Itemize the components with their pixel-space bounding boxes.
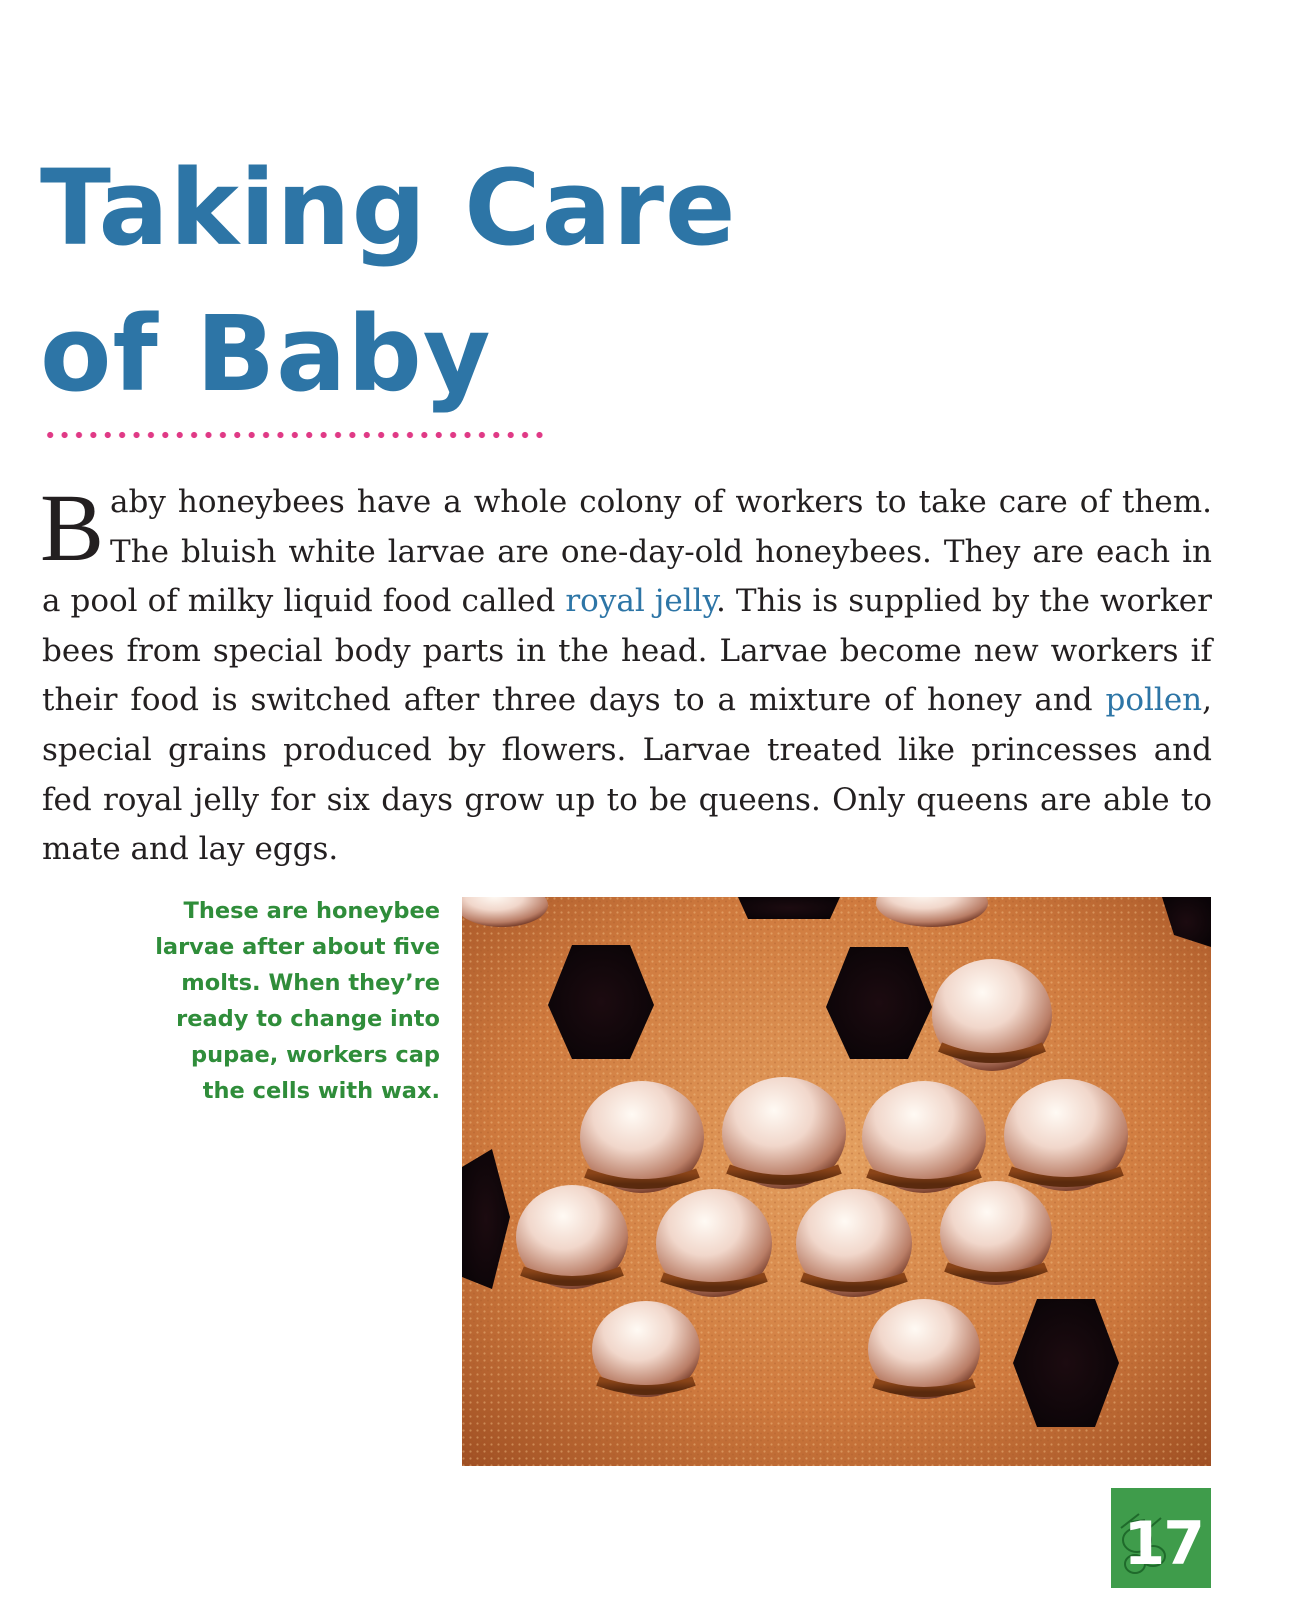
page-number: 17 (1123, 1509, 1203, 1579)
title-line-1: Taking Care (40, 147, 737, 269)
caption-line: ready to change into (176, 1006, 440, 1032)
title-line-2: of Baby (40, 293, 492, 415)
body-text-part-2: . This is supplied by the worker bees from special body parts in the head. Larvae become new workers if their food is switched after three days to a mixture of honey and (42, 583, 1212, 719)
caption-line: larvae after about five (155, 934, 440, 960)
dotted-divider (43, 431, 548, 439)
drop-cap: B (40, 474, 105, 581)
larva-cell (862, 1081, 986, 1193)
body-paragraph (40, 474, 1212, 875)
page-title (40, 135, 940, 427)
caption-line: molts. When they’re (181, 970, 440, 996)
larva-cell (1004, 1079, 1128, 1191)
larva-cell (796, 1189, 912, 1297)
glossary-term-royal-jelly[interactable]: royal jelly (565, 583, 716, 620)
empty-cell (738, 897, 840, 919)
larva-cell (932, 959, 1052, 1071)
larva-cell (656, 1189, 772, 1297)
caption-line: the cells with wax. (202, 1078, 440, 1104)
honeycomb-illustration (462, 897, 1211, 1466)
caption-line: These are honeybee (183, 898, 440, 924)
larva-cell (868, 1299, 980, 1399)
caption-line: pupae, workers cap (191, 1042, 440, 1068)
glossary-term-pollen[interactable]: pollen (1105, 682, 1203, 719)
photo-caption (80, 893, 440, 1109)
larva-cell (592, 1301, 700, 1397)
larva-cell (580, 1081, 704, 1193)
body-text-part-3: , special grains produced by flowers. Larvae treated like princesses and fed royal jelly for six days grow up to be queens. Only queens are able to mate and lay eggs. (42, 682, 1212, 868)
larva-cell (722, 1077, 846, 1189)
honeybee-larvae-photo (462, 897, 1211, 1466)
larva-cell (516, 1185, 628, 1289)
larva-cell (940, 1181, 1052, 1285)
body-text-part-1: aby honeybees have a whole colony of workers to take care of them. The bluish white larvae are one-day-old honeybees. They are each in a pool of milky liquid food called (42, 484, 1212, 620)
page-number-badge (1111, 1488, 1211, 1588)
